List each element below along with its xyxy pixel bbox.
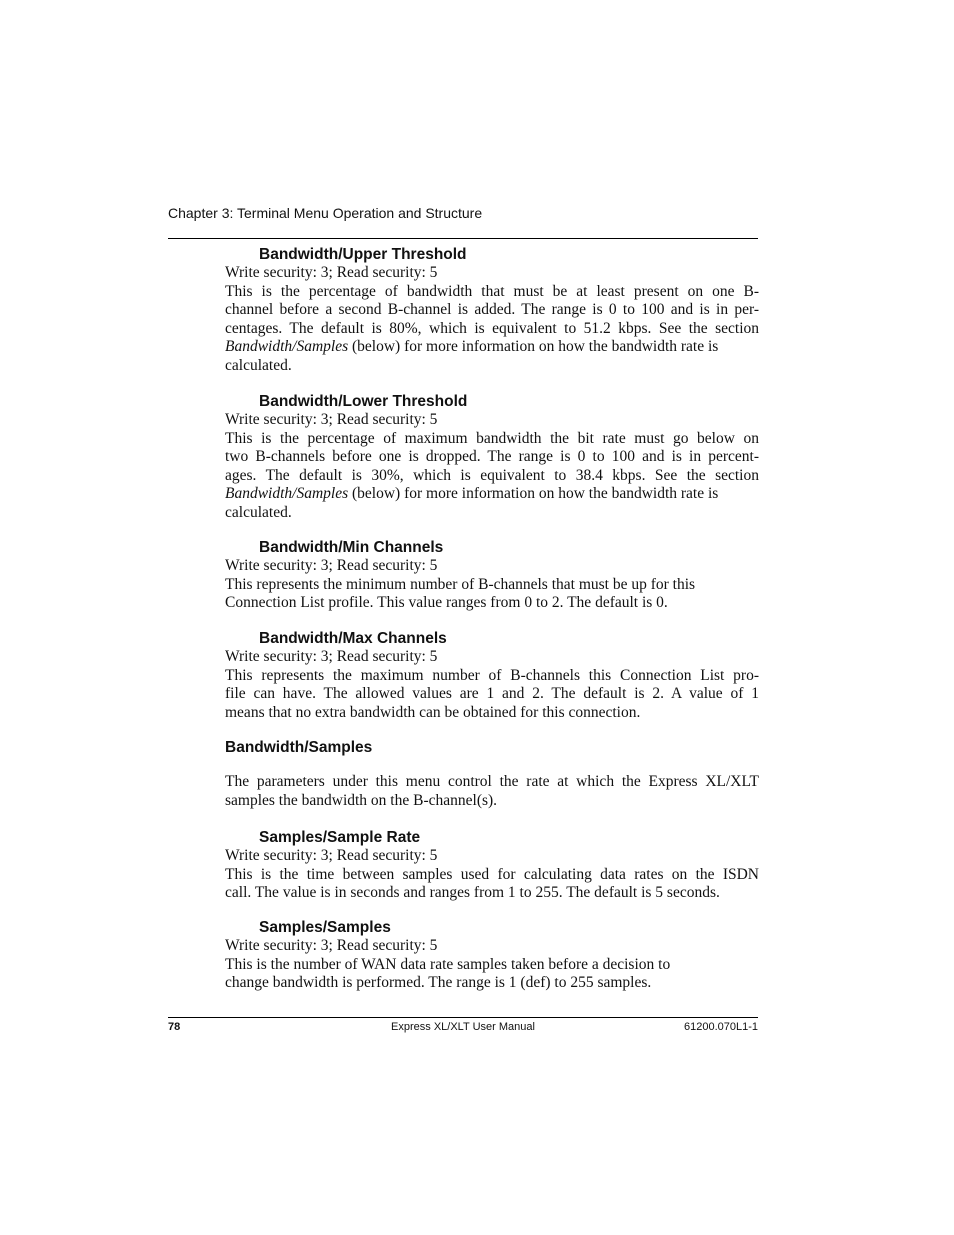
- body-line: call. The value is in seconds and ranges from 1 to 255. The default is 5 seconds.: [225, 884, 720, 902]
- body-text: (below) for more information on how the bandwidth rate is: [348, 338, 719, 356]
- body-line: centages. The default is 80%, which is equivalent to 51.2 kbps. See the section: [225, 319, 759, 337]
- section-bandwidth-samples: [225, 739, 759, 757]
- security-line: Write security: 3; Read security: 5: [225, 648, 438, 665]
- section-reference: Bandwidth/Samples: [225, 485, 349, 503]
- section-reference: Bandwidth/Samples: [225, 338, 349, 356]
- page-footer: [168, 1021, 758, 1037]
- body-line: samples the bandwidth on the B-channel(s).: [225, 791, 498, 809]
- body-line: This is the percentage of bandwidth that must be at least present on one B-: [225, 282, 759, 300]
- footer-title: Express XL/XLT User Manual: [391, 1021, 535, 1033]
- heading-bandwidth-samples: Bandwidth/Samples: [225, 739, 373, 756]
- page-number: 78: [168, 1021, 181, 1033]
- section-sample-rate: [225, 829, 759, 903]
- section-samples-samples: [225, 919, 759, 993]
- heading-min-channels: Bandwidth/Min Channels: [259, 539, 444, 556]
- heading-upper-threshold: Bandwidth/Upper Threshold: [259, 246, 467, 263]
- body-line: Connection List profile. This value ranges from 0 to 2. The default is 0.: [225, 594, 668, 612]
- security-line: Write security: 3; Read security: 5: [225, 264, 438, 281]
- body-line: change bandwidth is performed. The range is 1 (def) to 255 samples.: [225, 974, 652, 992]
- body-text: (below) for more information on how the bandwidth rate is: [348, 485, 719, 503]
- body-line: [225, 485, 759, 504]
- body-line: This represents the minimum number of B-channels that must be up for this: [225, 575, 696, 593]
- security-line: Write security: 3; Read security: 5: [225, 847, 438, 864]
- body-line: This is the percentage of maximum bandwidth the bit rate must go below on: [225, 429, 759, 447]
- security-line: Write security: 3; Read security: 5: [225, 557, 438, 574]
- header-divider: [168, 238, 758, 239]
- body-line: calculated.: [225, 503, 292, 521]
- body-line: This is the time between samples used for calculating data rates on the ISDN: [225, 865, 759, 883]
- security-line: Write security: 3; Read security: 5: [225, 937, 438, 954]
- body-line: calculated.: [225, 356, 292, 374]
- section-upper-threshold: [225, 246, 759, 376]
- body-line: means that no extra bandwidth can be obtained for this connection.: [225, 703, 641, 721]
- body-line: The parameters under this menu control the rate at which the Express XL/XLT: [225, 773, 759, 790]
- security-line: Write security: 3; Read security: 5: [225, 411, 438, 428]
- section-min-channels: [225, 539, 759, 613]
- section-lower-threshold: [225, 393, 759, 523]
- heading-max-channels: Bandwidth/Max Channels: [259, 630, 447, 647]
- footer-divider: [168, 1017, 758, 1018]
- heading-samples-samples: Samples/Samples: [259, 919, 391, 936]
- body-line: ages. The default is 30%, which is equivalent to 38.4 kbps. See the section: [225, 466, 759, 484]
- heading-lower-threshold: Bandwidth/Lower Threshold: [259, 393, 468, 410]
- section-max-channels: [225, 630, 759, 722]
- body-line: [225, 338, 759, 357]
- body-line: file can have. The allowed values are 1 and 2. The default is 2. A value of 1: [225, 685, 759, 703]
- body-line: This represents the maximum number of B-channels this Connection List pro-: [225, 666, 759, 684]
- running-head: Chapter 3: Terminal Menu Operation and Structure: [168, 205, 483, 221]
- body-line: two B-channels before one is dropped. The range is 0 to 100 and is in percent-: [225, 448, 759, 466]
- body-line: This is the number of WAN data rate samples taken before a decision to: [225, 955, 671, 973]
- body-line: channel before a second B-channel is added. The range is 0 to 100 and is in per-: [225, 301, 759, 319]
- bandwidth-samples-body: [225, 773, 759, 810]
- heading-sample-rate: Samples/Sample Rate: [259, 829, 421, 846]
- document-number: 61200.070L1-1: [683, 1021, 758, 1033]
